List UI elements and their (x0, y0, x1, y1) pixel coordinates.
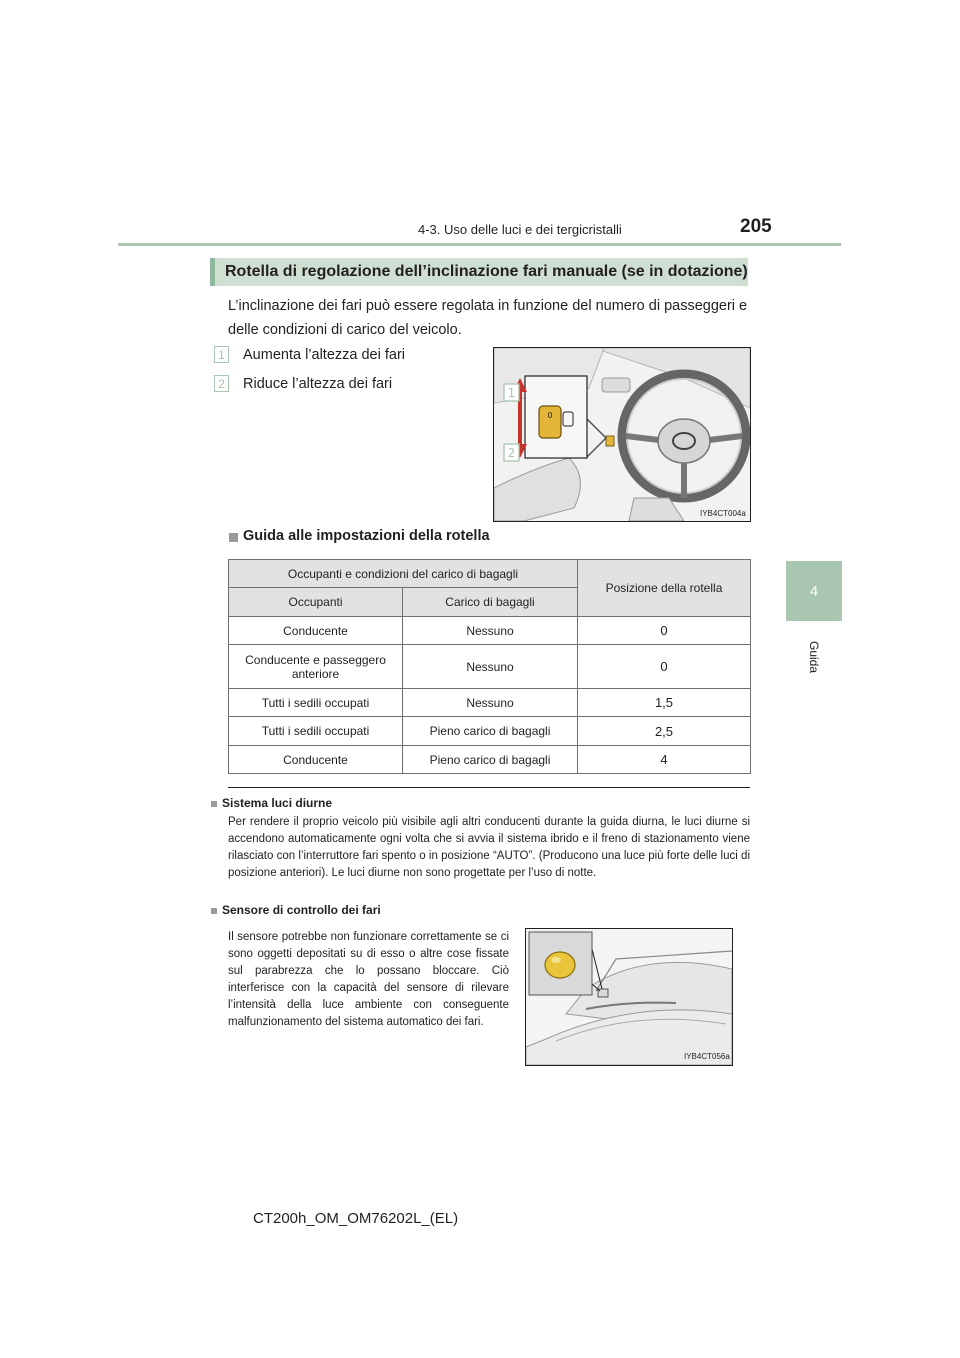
figure-callout-1: 1 (507, 386, 516, 400)
note-text: Il sensore potrebbe non funzionare correttamente se ci sono oggetti depositati su di esso o altre cose fissate sul parabrezza che lo possano bloccare. Ciò interferisce con la capacità del sensore di rilevare l’intensità della luce ambiente con conseguente malfunzionamento del sistema automatico dei fari. (228, 931, 509, 1028)
svg-text:0: 0 (547, 411, 553, 420)
headlight-dial-figure (493, 347, 751, 522)
header-rule (118, 243, 841, 246)
section-title: 4-3. Uso delle luci e dei tergicristalli (418, 222, 622, 237)
cell-load: Nessuno (403, 645, 578, 689)
note-title: Sensore di controllo dei fari (222, 903, 381, 917)
intro-text: L’inclinazione dei fari può essere regolata in funzione del numero di passeggeri e delle condizioni di carico del veicolo. (228, 298, 748, 338)
table-row (229, 746, 751, 774)
item-number-badge: 1 (214, 346, 229, 363)
cell-position: 1,5 (578, 689, 751, 717)
cell-load: Pieno carico di bagagli (403, 746, 578, 774)
chapter-number: 4 (809, 582, 819, 600)
windshield-sensor-illustration (526, 929, 732, 1065)
table-row (229, 645, 751, 689)
table-position-header: Posizione della rotella (578, 560, 751, 617)
chapter-label-wrap (780, 637, 848, 677)
cell-load: Nessuno (403, 689, 578, 717)
table-row (229, 689, 751, 717)
item-number-badge: 2 (214, 375, 229, 392)
cell-load: Pieno carico di bagagli (403, 717, 578, 746)
table-row (229, 717, 751, 746)
section-divider (228, 787, 750, 788)
cell-occupants: Tutti i sedili occupati (229, 689, 403, 717)
note-marker (211, 801, 217, 807)
item-text: Aumenta l’altezza dei fari (243, 347, 405, 363)
chapter-label: Guida (807, 640, 821, 674)
figure-code: IYB4CT004a (700, 509, 746, 518)
section-heading: Rotella di regolazione dell’inclinazione fari manuale (se in dotazione) (225, 263, 748, 280)
cell-load: Nessuno (403, 617, 578, 645)
steering-wheel-illustration (494, 348, 750, 521)
cell-occupants: Tutti i sedili occupati (229, 717, 403, 746)
item-text: Riduce l’altezza dei fari (243, 376, 393, 392)
cell-occupants: Conducente e passeggero anteriore (229, 645, 403, 689)
table-row (229, 617, 751, 645)
cell-position: 0 (578, 645, 751, 689)
figure-code: IYB4CT056a (684, 1052, 730, 1061)
cell-occupants: Conducente (229, 746, 403, 774)
subheading-marker (229, 533, 238, 542)
dial-settings-table (228, 559, 751, 774)
page-number: 205 (740, 216, 772, 237)
note-marker (211, 908, 217, 914)
chapter-tab (786, 561, 842, 621)
figure-callout-2: 2 (507, 446, 516, 460)
note-title: Sistema luci diurne (222, 796, 333, 810)
note-text: Per rendere il proprio veicolo più visibile agli altri conducenti durante la guida diurna, le luci diurne si accendono automaticamente ogni volta che si avvia il sistema ibrido e il freno di stazionamento viene rilasciato con l’interruttore fari spento o in posizione “AUTO”. (Producono una luce più forte delle luci di posizione anteriori). Le luci diurne non sono progettate per l’uso di notte. (228, 816, 750, 879)
guide-title: Guida alle impostazioni della rotella (243, 528, 490, 544)
cell-occupants: Conducente (229, 617, 403, 645)
light-sensor-figure (525, 928, 733, 1066)
cell-position: 2,5 (578, 717, 751, 746)
table-group-header: Occupanti e condizioni del carico di bagagli (229, 560, 578, 588)
cell-position: 0 (578, 617, 751, 645)
table-col-occupants: Occupanti (229, 588, 403, 617)
cell-position: 4 (578, 746, 751, 774)
table-col-load: Carico di bagagli (403, 588, 578, 617)
footer-code: CT200h_OM_OM76202L_(EL) (253, 1210, 459, 1227)
